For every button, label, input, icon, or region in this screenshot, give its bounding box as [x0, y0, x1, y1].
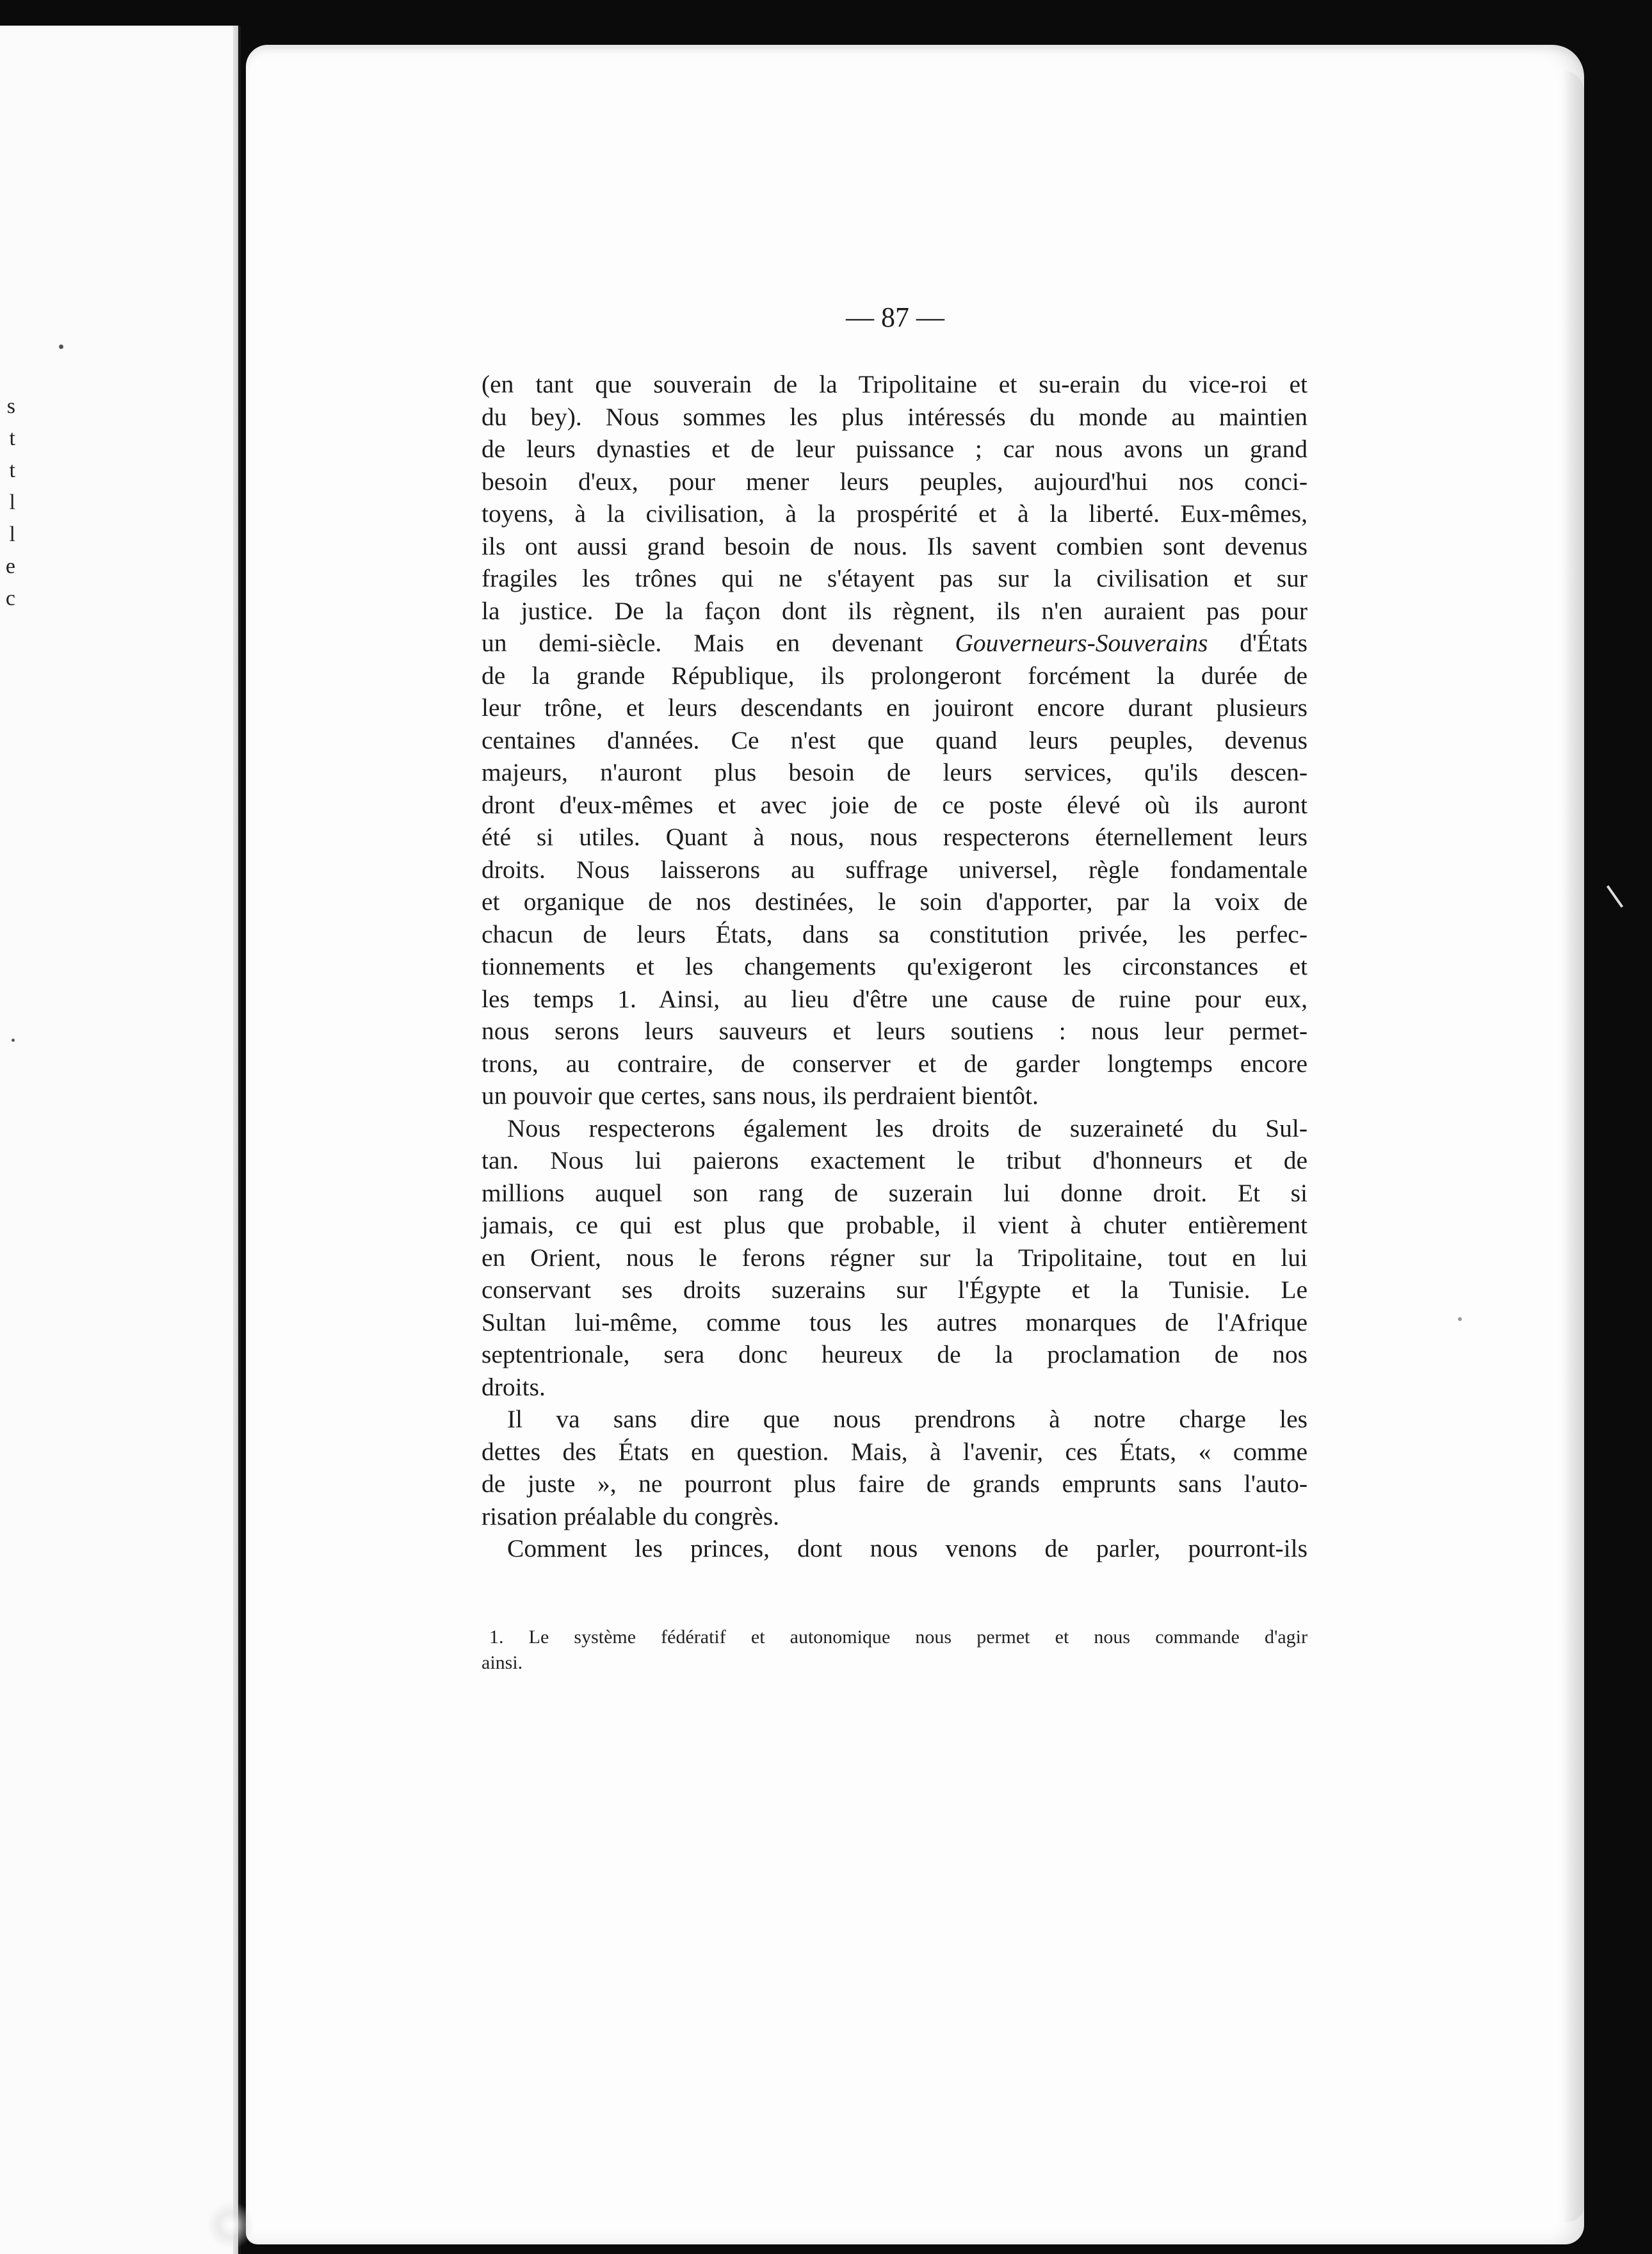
edge-char: s [6, 394, 15, 418]
text-line: tan. Nous lui paierons exactement le tribut d'honneurs et de [482, 1146, 1308, 1174]
scan-mark [1607, 885, 1623, 907]
text-line: majeurs, n'auront plus besoin de leurs services, qu'ils descen- [482, 758, 1308, 786]
text-line-italic-phrase [482, 627, 1308, 660]
text-line: fragiles les trônes qui ne s'étayent pas sur la civilisation et sur [482, 564, 1308, 592]
dust-speck [12, 1039, 15, 1042]
edge-char: l [9, 523, 15, 546]
text-line: risation préalable du congrès. [482, 1502, 780, 1530]
edge-char: e [5, 555, 15, 578]
text-line: Comment les princes, dont nous venons de parler, pourront-ils [507, 1534, 1308, 1562]
text-line: un pouvoir que certes, sans nous, ils perdraient bientôt. [482, 1082, 1039, 1110]
text-line: la justice. De la façon dont ils règnent, ils n'en auraient pas pour [482, 596, 1308, 625]
text-line: en Orient, nous le ferons régner sur la Tripolitaine, tout en lui [482, 1243, 1308, 1272]
body-text [482, 368, 1308, 1565]
edge-char: l [9, 491, 15, 514]
footnote-line: ainsi. [482, 1652, 523, 1673]
edge-char: c [5, 587, 15, 610]
text-line: été si utiles. Quant à nous, nous respecterons éternellement leurs [482, 823, 1308, 851]
dust-speck [59, 345, 63, 349]
left-page [0, 26, 241, 2254]
italic-phrase: Gouverneurs-Souverains [955, 629, 1208, 657]
text-line: Sultan lui-même, comme tous les autres monarques de l'Afrique [482, 1308, 1308, 1336]
text-line: septentrionale, sera donc heureux de la proclamation de nos [482, 1340, 1308, 1368]
text-line: dettes des États en question. Mais, à l'avenir, ces États, « comme [482, 1437, 1308, 1466]
text-line: de leurs dynasties et de leur puissance ; car nous avons un grand [482, 435, 1308, 463]
left-page-cut-text [0, 391, 15, 615]
text-line: centaines d'années. Ce n'est que quand leurs peuples, devenus [482, 726, 1308, 754]
text-line: chacun de leurs États, dans sa constitution privée, les perfec- [482, 920, 1308, 948]
text-line: conservant ses droits suzerains sur l'Égypte et la Tunisie. Le [482, 1276, 1308, 1304]
text-segment: d'États [1208, 629, 1308, 657]
text-line: ils ont aussi grand besoin de nous. Ils savent combien sont devenus [482, 531, 1308, 560]
text-line: et organique de nos destinées, le soin d'apporter, par la voix de [482, 888, 1308, 916]
page-edge-shade [1562, 70, 1584, 2222]
text-line: jamais, ce qui est plus que probable, il vient à chuter entièrement [482, 1211, 1308, 1239]
scan-glare [208, 2200, 253, 2251]
text-line: toyens, à la civilisation, à la prospérité et à la liberté. Eux-mêmes, [482, 499, 1308, 528]
text-line: droits. Nous laisserons au suffrage universel, règle fondamentale [482, 855, 1308, 884]
page-number: — 87 — [846, 302, 944, 333]
text-line: Il va sans dire que nous prendrons à notre charge les [507, 1405, 1308, 1433]
text-line: de la grande République, ils prolongeront forcément la durée de [482, 661, 1308, 690]
edge-char: t [9, 426, 15, 450]
footnote-line: 1. Le système fédératif et autonomique nous permet et nous commande d'agir [489, 1626, 1308, 1648]
text-line: droits. [482, 1372, 546, 1401]
text-line: tionnements et les changements qu'exigeront les circonstances et [482, 952, 1308, 980]
dust-speck [1458, 1317, 1462, 1321]
text-segment: un demi-siècle. Mais en devenant [482, 629, 955, 657]
text-line: besoin d'eux, pour mener leurs peuples, aujourd'hui nos conci- [482, 467, 1308, 496]
text-line: les temps 1. Ainsi, au lieu d'être une cause de ruine pour eux, [482, 984, 1308, 1013]
text-line: du bey). Nous sommes les plus intéressés du monde au maintien [482, 402, 1308, 431]
footnote [482, 1625, 1308, 1676]
edge-char: t [9, 458, 15, 482]
text-line: millions auquel son rang de suzerain lui donne droit. Et si [482, 1178, 1308, 1207]
text-line: nous serons leurs sauveurs et leurs soutiens : nous leur permet- [482, 1017, 1308, 1045]
text-line: (en tant que souverain de la Tripolitaine et su‑erain du vice-roi et [482, 370, 1308, 398]
gutter-shadow [233, 26, 238, 2254]
text-line: dront d'eux-mêmes et avec joie de ce poste élevé où ils auront [482, 790, 1308, 819]
text-line: leur trône, et leurs descendants en jouiront encore durant plusieurs [482, 693, 1308, 722]
text-line: trons, au contraire, de conserver et de garder longtemps encore [482, 1049, 1308, 1078]
text-line: de juste », ne pourront plus faire de grands emprunts sans l'auto- [482, 1470, 1308, 1498]
text-line: Nous respecterons également les droits de suzeraineté du Sul- [507, 1114, 1308, 1142]
